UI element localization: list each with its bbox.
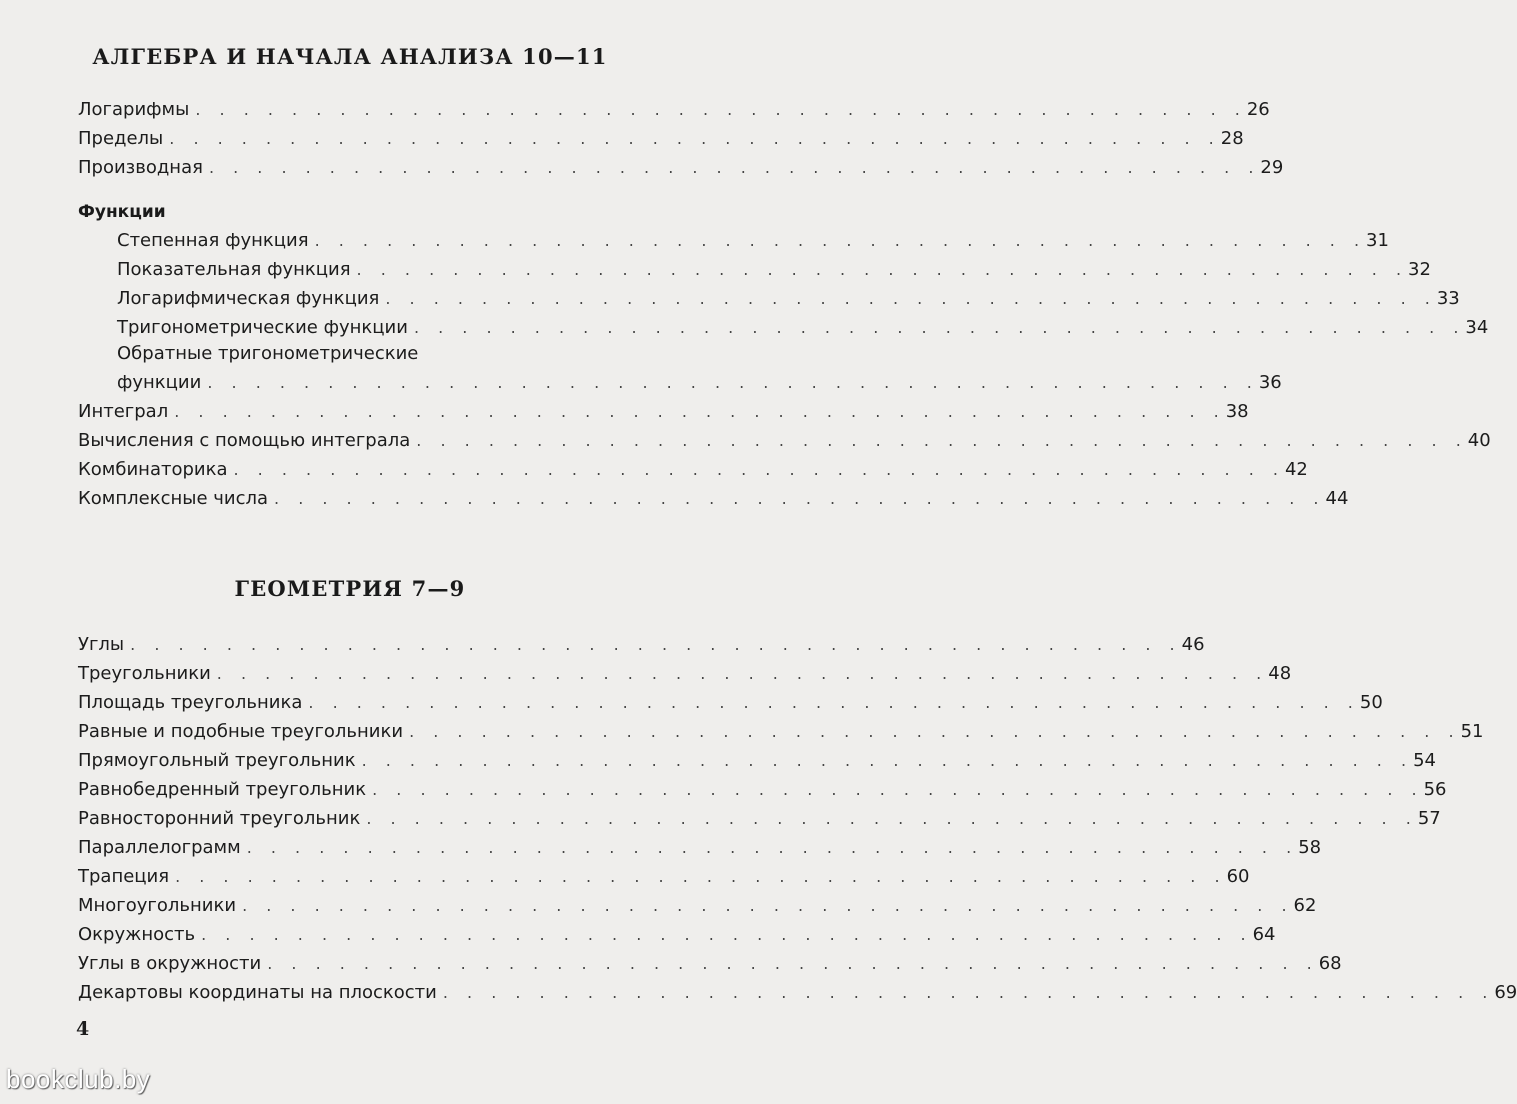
leader-dots: . . . . . . . . . . . . . . . . . . . . . . . . . . . . . . . . . . . . . . . . . . . . — [385, 289, 1437, 308]
toc-entry[interactable] — [78, 830, 1322, 859]
toc-entry-page: 68 — [1318, 953, 1342, 974]
leader-dots: . . . . . . . . . . . . . . . . . . . . . . . . . . . . . . . . . . . . . . . . . . . . — [208, 158, 1261, 177]
leader-dots: . . . . . . . . . . . . . . . . . . . . . . . . . . . . . . . . . . . . . . . . . . . . — [314, 231, 1367, 250]
toc-entry-label: Площадь треугольника — [78, 692, 303, 713]
toc-entry-page: 54 — [1413, 750, 1436, 771]
toc-entry-page: 36 — [1258, 372, 1282, 393]
toc-entry-page: 26 — [1246, 99, 1270, 120]
toc-entry[interactable] — [78, 917, 1276, 946]
toc-entry[interactable] — [78, 975, 1517, 1004]
toc-entry[interactable] — [78, 685, 1383, 714]
toc-entry-page: 56 — [1423, 779, 1447, 800]
toc-entry-label: Производная — [78, 157, 203, 178]
toc-entry-page: 58 — [1298, 837, 1322, 858]
toc-entry[interactable] — [78, 481, 1349, 510]
toc-entry-label: Углы — [78, 634, 125, 655]
toc-entry-label: Трапеция — [78, 866, 170, 887]
leader-dots: . . . . . . . . . . . . . . . . . . . . . . . . . . . . . . . . . . . . . . . . . . . . — [175, 867, 1227, 886]
toc-entry[interactable] — [78, 772, 1447, 801]
leader-dots: . . . . . . . . . . . . . . . . . . . . . . . . . . . . . . . . . . . . . . . . . . . . — [372, 780, 1424, 799]
leader-dots: . . . . . . . . . . . . . . . . . . . . . . . . . . . . . . . . . . . . . . . . . . . . — [216, 664, 1269, 683]
watermark-logo: bookclub.by — [6, 1064, 151, 1094]
toc-entry-label: Интеграл — [78, 401, 169, 422]
section-heading-geometry: ГЕОМЕТРИЯ 7—9 — [234, 576, 466, 601]
toc-entry-label: Пределы — [78, 128, 164, 149]
leader-dots: . . . . . . . . . . . . . . . . . . . . . . . . . . . . . . . . . . . . . . . . . . . . — [366, 809, 1418, 828]
toc-entry-page: 28 — [1220, 128, 1244, 149]
toc-entry-page: 34 — [1465, 317, 1489, 338]
toc-entry[interactable] — [78, 121, 1244, 150]
toc-entry-page: 33 — [1436, 288, 1460, 309]
toc-entry-page: 50 — [1359, 692, 1383, 713]
toc-entry-label: функции — [117, 372, 202, 393]
leader-dots: . . . . . . . . . . . . . . . . . . . . . . . . . . . . . . . . . . . . . . . . . . . . — [195, 100, 1247, 119]
toc-subentry[interactable] — [117, 281, 1460, 310]
leader-dots: . . . . . . . . . . . . . . . . . . . . . . . . . . . . . . . . . . . . . . . . . . . . — [356, 260, 1409, 279]
toc-entry-label: Комплексные числа — [78, 488, 269, 509]
toc-entry-page: 60 — [1226, 866, 1250, 887]
leader-dots: . . . . . . . . . . . . . . . . . . . . . . . . . . . . . . . . . . . . . . . . . . . . — [233, 460, 1285, 479]
leader-dots: . . . . . . . . . . . . . . . . . . . . . . . . . . . . . . . . . . . . . . . . . . . . — [174, 402, 1226, 421]
toc-entry-page: 29 — [1260, 157, 1284, 178]
toc-entry[interactable] — [78, 150, 1284, 179]
toc-subentry[interactable] — [117, 365, 1282, 394]
toc-entry[interactable] — [78, 859, 1250, 888]
leader-dots: . . . . . . . . . . . . . . . . . . . . . . . . . . . . . . . . . . . . . . . . . . . . — [267, 954, 1319, 973]
toc-entry-label: Показательная функция — [117, 259, 351, 280]
leader-dots: . . . . . . . . . . . . . . . . . . . . . . . . . . . . . . . . . . . . . . . . . . . . — [169, 129, 1221, 148]
toc-entry[interactable] — [78, 656, 1292, 685]
toc-entry-label: Равносторонний треугольник — [78, 808, 361, 829]
toc-entry-label: Равные и подобные треугольники — [78, 721, 404, 742]
toc-entry-label: Углы в окружности — [78, 953, 262, 974]
toc-entry-page: 57 — [1417, 808, 1441, 829]
leader-dots: . . . . . . . . . . . . . . . . . . . . . . . . . . . . . . . . . . . . . . . . . . . . — [409, 722, 1461, 741]
toc-entry-page: 40 — [1467, 430, 1491, 451]
toc-entry[interactable] — [78, 801, 1441, 830]
toc-entry-label: Комбинаторика — [78, 459, 228, 480]
toc-entry-page: 51 — [1460, 721, 1484, 742]
leader-dots: . . . . . . . . . . . . . . . . . . . . . . . . . . . . . . . . . . . . . . . . . . . . — [274, 489, 1326, 508]
toc-entry[interactable] — [78, 888, 1317, 917]
leader-dots: . . . . . . . . . . . . . . . . . . . . . . . . . . . . . . . . . . . . . . . . . . . . — [416, 431, 1468, 450]
toc-subentry[interactable] — [117, 310, 1489, 339]
leader-dots: . . . . . . . . . . . . . . . . . . . . . . . . . . . . . . . . . . . . . . . . . . . . — [242, 896, 1294, 915]
toc-subentry[interactable] — [117, 252, 1431, 281]
toc-entry-label: Треугольники — [78, 663, 211, 684]
leader-dots: . . . . . . . . . . . . . . . . . . . . . . . . . . . . . . . . . . . . . . . . . . . . — [361, 751, 1414, 770]
leader-dots: . . . . . . . . . . . . . . . . . . . . . . . . . . . . . . . . . . . . . . . . . . . . — [413, 318, 1466, 337]
toc-entry-page: 62 — [1293, 895, 1317, 916]
toc-entry-page: 31 — [1366, 230, 1389, 251]
toc-entry[interactable] — [78, 394, 1249, 423]
toc-entry-label: Равнобедренный треугольник — [78, 779, 367, 800]
toc-entry-page: 46 — [1181, 634, 1205, 655]
toc-entry[interactable] — [78, 743, 1436, 772]
toc-entry-page: 32 — [1408, 259, 1431, 280]
leader-dots: . . . . . . . . . . . . . . . . . . . . . . . . . . . . . . . . . . . . . . . . . . . . — [442, 983, 1495, 1002]
toc-entry[interactable] — [78, 714, 1484, 743]
toc-entry-label: Логарифмическая функция — [117, 288, 380, 309]
leader-dots: . . . . . . . . . . . . . . . . . . . . . . . . . . . . . . . . . . . . . . . . . . . . — [246, 838, 1299, 857]
toc-entry[interactable] — [78, 946, 1342, 975]
toc-entry[interactable] — [78, 627, 1205, 656]
toc-entry-label: Многоугольники — [78, 895, 237, 916]
toc-entry-label: Степенная функция — [117, 230, 309, 251]
toc-entry-label: Декартовы координаты на плоскости — [78, 982, 437, 1003]
toc-subentry-label-line1: Обратные тригонометрические — [117, 343, 419, 364]
toc-entry-label: Вычисления с помощью интеграла — [78, 430, 411, 451]
toc-entry-page: 42 — [1284, 459, 1308, 480]
toc-entry-page: 64 — [1252, 924, 1276, 945]
section-heading-algebra: АЛГЕБРА И НАЧАЛА АНАЛИЗА 10—11 — [92, 44, 608, 69]
toc-entry-label: Прямоугольный треугольник — [78, 750, 356, 771]
toc-entry-page: 69 — [1494, 982, 1517, 1003]
toc-entry-label: Тригонометрические функции — [117, 317, 408, 338]
toc-entry-page: 48 — [1268, 663, 1292, 684]
toc-entry-label: Окружность — [78, 924, 196, 945]
toc-entry-label: Логарифмы — [78, 99, 190, 120]
toc-entry-page: 38 — [1225, 401, 1249, 422]
leader-dots: . . . . . . . . . . . . . . . . . . . . . . . . . . . . . . . . . . . . . . . . . . . . — [207, 373, 1259, 392]
toc-entry[interactable] — [78, 92, 1270, 121]
toc-entry[interactable] — [78, 423, 1491, 452]
group-title-functions: Функции — [78, 202, 166, 222]
page-number: 4 — [76, 1018, 90, 1040]
toc-entry[interactable] — [78, 452, 1308, 481]
toc-entry-page: 44 — [1325, 488, 1349, 509]
toc-subentry[interactable] — [117, 223, 1389, 252]
leader-dots: . . . . . . . . . . . . . . . . . . . . . . . . . . . . . . . . . . . . . . . . . . . . — [130, 635, 1182, 654]
leader-dots: . . . . . . . . . . . . . . . . . . . . . . . . . . . . . . . . . . . . . . . . . . . . — [201, 925, 1253, 944]
leader-dots: . . . . . . . . . . . . . . . . . . . . . . . . . . . . . . . . . . . . . . . . . . . . — [308, 693, 1360, 712]
toc-entry-label: Параллелограмм — [78, 837, 241, 858]
